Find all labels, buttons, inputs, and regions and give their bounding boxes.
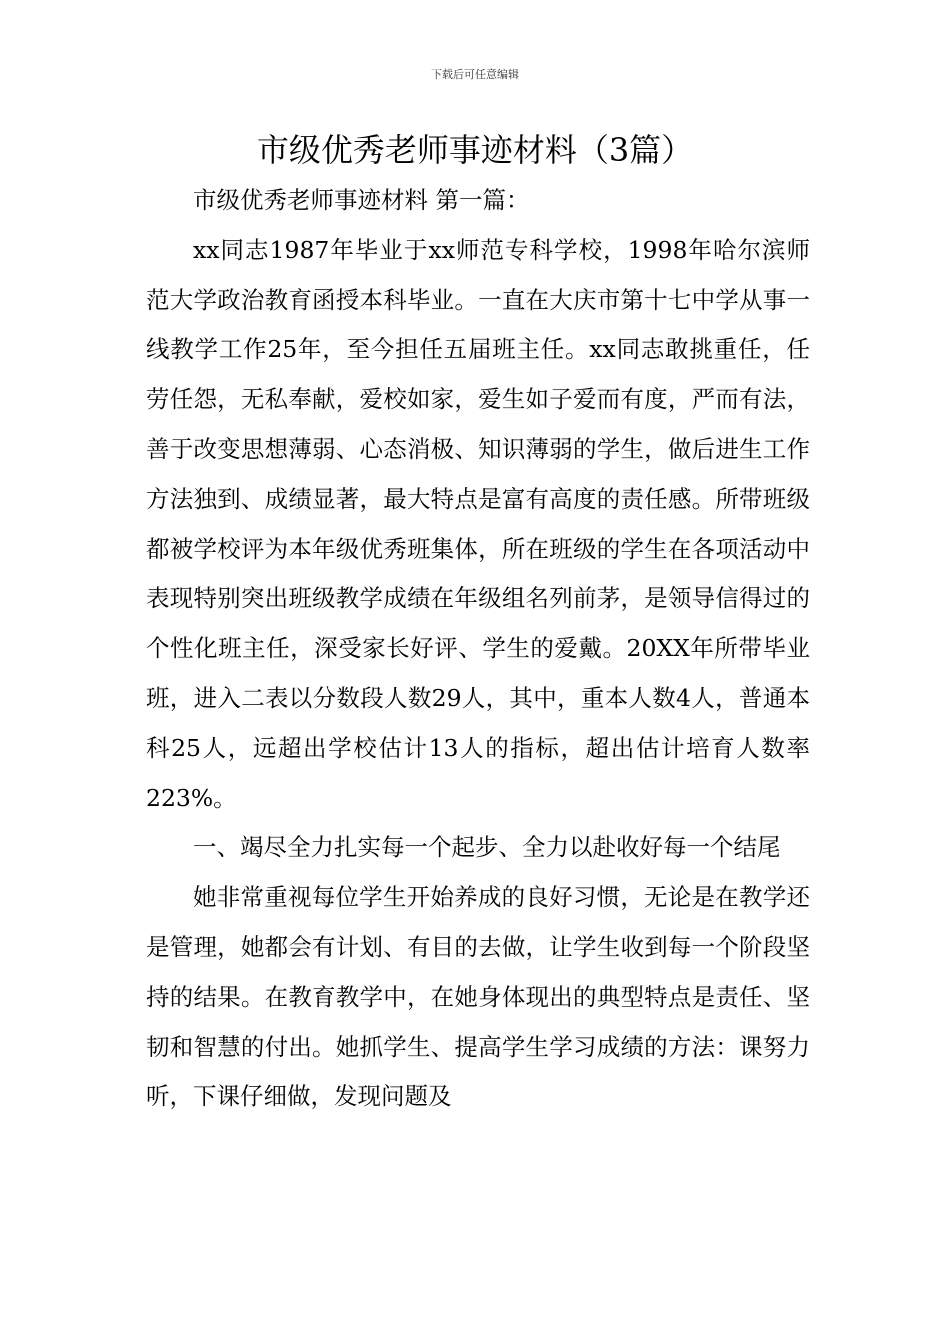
paragraph-intro: xx同志1987年毕业于xx师范专科学校，1998年哈尔滨师范大学政治教育函授本科毕业。一直在大庆市第十七中学从事一线教学工作25年，至今担任五届班主任。xx同志敢挑重任，任劳任怨，无私奉献，爱校如家，爱生如子爱而有度，严而有法，善于改变思想薄弱、心态消极、知识薄弱的学生，做后进生工作方法独到、成绩显著，最大特点是富有高度的责任感。所带班级都被学校评为本年级优秀班集体，所在班级的学生在各项活动中表现特别突出班级教学成绩在年级组名列前茅，是领导信得过的个性化班主任，深受家长好评、学生的爱戴。20XX年所带毕业班，进入二表以分数段人数29人，其中，重本人数4人，普通本科25人，远超出学校估计13人的指标，超出估计培育人数率223%。: [146, 235, 810, 812]
paragraph-section-heading: 市级优秀老师事迹材料 第一篇：: [193, 186, 530, 214]
document-body: [146, 176, 810, 1122]
header-note: 下载后可任意编辑: [431, 68, 519, 81]
paragraph-subheading: 一、竭尽全力扎实每一个起步、全力以赴收好每一个结尾: [193, 833, 781, 862]
paragraph-body: 她非常重视每位学生开始养成的良好习惯，无论是在教学还是管理，她都会有计划、有目的去做，让学生收到每一个阶段坚持的结果。在教育教学中，在她身体现出的典型特点是责任、坚韧和智慧的付出。她抓学生、提高学生学习成绩的方法：课努力听，下课仔细做，发现问题及: [146, 883, 810, 1111]
document-title: 市级优秀老师事迹材料（3篇）: [256, 131, 694, 169]
